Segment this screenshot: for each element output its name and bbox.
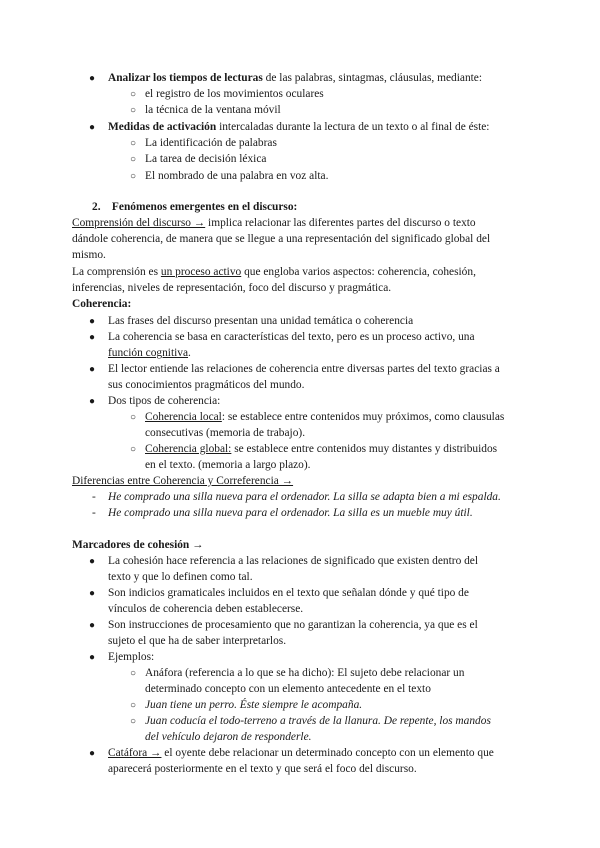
list-item: El lector entiende las relaciones de coherencia entre diversas partes del texto gracias a <box>108 363 500 375</box>
paragraph-line: inferencias, niveles de representación, foco del discurso y pragmática. <box>72 282 392 294</box>
circle-bullet-icon: ○ <box>129 105 137 116</box>
sub-list-item: La tarea de decisión léxica <box>145 153 267 165</box>
circle-bullet-icon: ○ <box>129 716 137 727</box>
sub-list-item: Juan tiene un perro. Éste siempre le acompaña. <box>145 699 363 711</box>
example-sentence: He comprado una silla nueva para el ordenador. La silla es un mueble muy útil. <box>108 507 473 519</box>
sub-list-item-line: consecutivas (memoria de trabajo). <box>145 427 306 439</box>
sub-list-item: la técnica de la ventana móvil <box>145 104 281 116</box>
paragraph-line: mismo. <box>72 249 106 261</box>
sub-list-item-line: del vehículo dejaron de responderle. <box>145 731 312 743</box>
circle-bullet-icon: ○ <box>129 138 137 149</box>
circle-bullet-icon: ○ <box>129 89 137 100</box>
subheading-cohesion: Marcadores de cohesión → <box>72 539 204 551</box>
list-item: Son instrucciones de procesamiento que no garantizan la coherencia, ya que es el <box>108 619 478 631</box>
circle-bullet-icon: ○ <box>129 154 137 165</box>
dash-bullet: - <box>92 491 96 503</box>
bullet-icon: ● <box>88 396 96 407</box>
list-item-line: sus conocimientos pragmáticos del mundo. <box>108 379 305 391</box>
list-item-line: sujeto el que ha de saber interpretarlos. <box>108 635 287 647</box>
paragraph-line: La comprensión es un proceso activo que engloba varios aspectos: coherencia, cohesión, <box>72 266 476 278</box>
bullet-icon: ● <box>88 316 96 327</box>
sub-list-item: Coherencia local: se establece entre contenidos muy próximos, como clausulas <box>145 411 505 423</box>
sub-list-item: El nombrado de una palabra en voz alta. <box>145 170 329 182</box>
bullet-icon: ● <box>88 620 96 631</box>
list-item: Analizar los tiempos de lecturas de las palabras, sintagmas, cláusulas, mediante: <box>108 72 483 84</box>
bullet-icon: ● <box>88 364 96 375</box>
list-item-line: aparecerá posteriormente en el texto y que será el foco del discurso. <box>108 763 417 775</box>
list-item: Las frases del discurso presentan una unidad temática o coherencia <box>108 315 414 327</box>
bullet-icon: ● <box>88 556 96 567</box>
paragraph-line: dándole coherencia, de manera que se llegue a una representación del significado global del <box>72 233 491 245</box>
subheading-coherencia: Coherencia: <box>72 298 132 310</box>
bullet-icon: ● <box>88 588 96 599</box>
sub-list-item: La identificación de palabras <box>145 137 277 149</box>
example-sentence: He comprado una silla nueva para el ordenador. La silla se adapta bien a mi espalda. <box>108 491 501 503</box>
dash-bullet: - <box>92 507 96 519</box>
bullet-icon: ● <box>88 122 96 133</box>
bullet-icon: ● <box>88 332 96 343</box>
section-heading: 2. Fenómenos emergentes en el discurso: <box>92 201 298 213</box>
bullet-icon: ● <box>88 73 96 84</box>
list-item-line: función cognitiva. <box>108 347 191 359</box>
circle-bullet-icon: ○ <box>129 444 137 455</box>
paragraph-line: Comprensión del discurso → implica relacionar las diferentes partes del discurso o texto <box>72 217 476 229</box>
list-item: La cohesión hace referencia a las relaciones de significado que existen dentro del <box>108 555 479 567</box>
sub-list-item: Coherencia global: se establece entre contenidos muy distantes y distribuidos <box>145 443 498 455</box>
circle-bullet-icon: ○ <box>129 700 137 711</box>
sub-list-item: el registro de los movimientos oculares <box>145 88 324 100</box>
list-item: Son indicios gramaticales incluidos en el texto que señalan dónde y qué tipo de <box>108 587 469 599</box>
circle-bullet-icon: ○ <box>129 412 137 423</box>
circle-bullet-icon: ○ <box>129 171 137 182</box>
list-item: Dos tipos de coherencia: <box>108 395 221 407</box>
list-item: La coherencia se basa en características del texto, pero es un proceso activo, una <box>108 331 475 343</box>
list-item: Medidas de activación intercaladas durante la lectura de un texto o al final de éste: <box>108 121 490 133</box>
list-item: Catáfora → el oyente debe relacionar un determinado concepto con un elemento que <box>108 747 494 759</box>
sub-list-item-line: determinado concepto con un elemento antecedente en el texto <box>145 683 431 695</box>
circle-bullet-icon: ○ <box>129 668 137 679</box>
bullet-icon: ● <box>88 748 96 759</box>
bullet-icon: ● <box>88 652 96 663</box>
sub-list-item: Juan coducía el todo-terreno a través de la llanura. De repente, los mandos <box>145 715 491 727</box>
list-item-line: vínculos de coherencia deben establecerse. <box>108 603 304 615</box>
list-item: Ejemplos: <box>108 651 155 663</box>
sub-list-item: Anáfora (referencia a lo que se ha dicho): El sujeto debe relacionar un <box>145 667 465 679</box>
subheading-diferencias: Diferencias entre Coherencia y Correferencia → <box>72 475 294 487</box>
list-item-line: texto y que lo definen como tal. <box>108 571 253 583</box>
sub-list-item-line: en el texto. (memoria a largo plazo). <box>145 459 311 471</box>
